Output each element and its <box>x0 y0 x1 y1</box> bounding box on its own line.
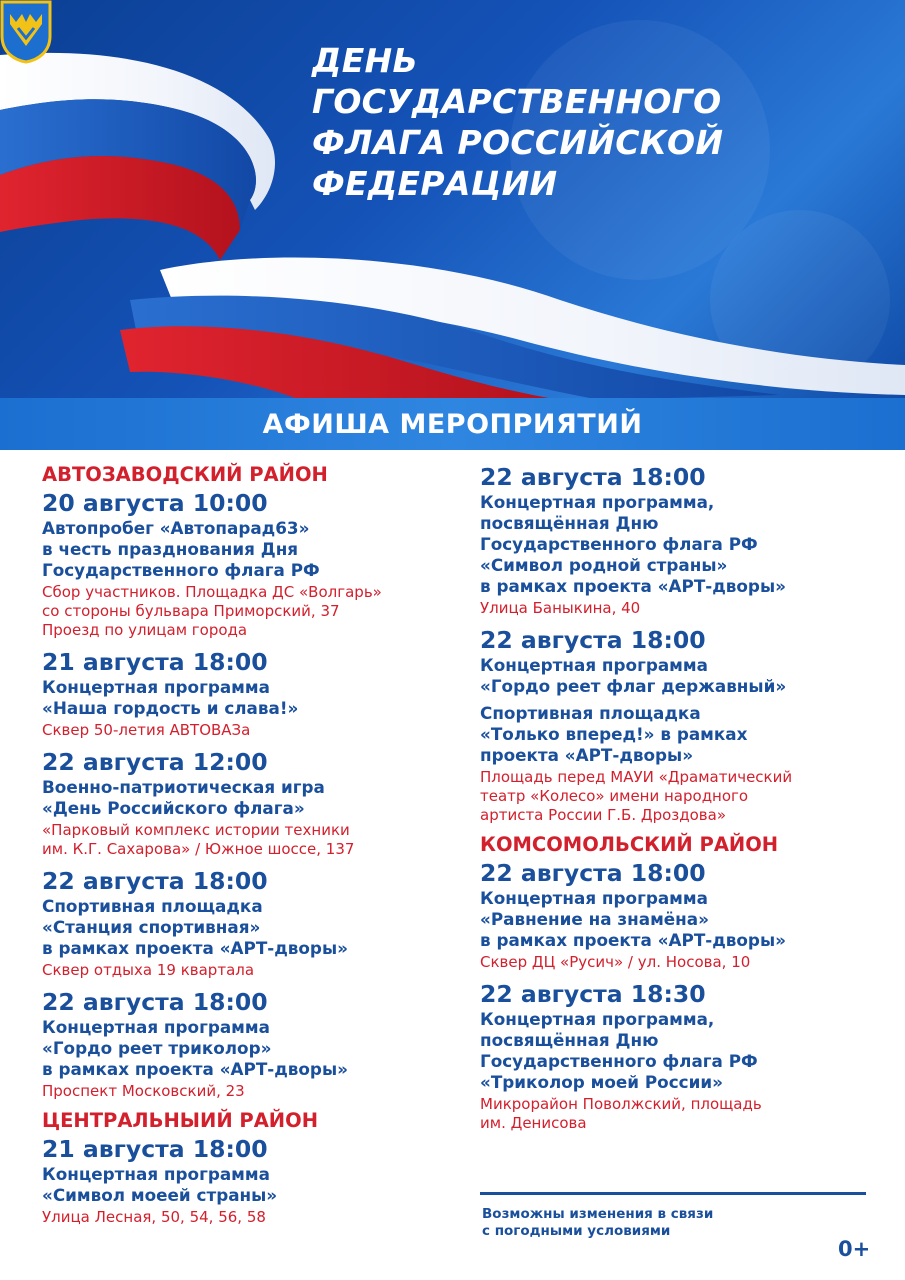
event-item <box>480 462 880 618</box>
event-item <box>42 987 462 1101</box>
event-item <box>42 1134 462 1227</box>
event-title: Концертная программа «Равнение на знамёна» в рамках проекта «АРТ-дворы» <box>480 888 786 950</box>
age-rating-badge: 0+ <box>838 1237 871 1261</box>
event-place: Сквер ДЦ «Русич» / ул. Носова, 10 <box>480 953 751 971</box>
event-date: 20 августа 10:00 <box>42 489 268 517</box>
tolyatti-coat-of-arms-icon <box>0 0 52 64</box>
event-title: Концертная программа «Символ моеей страны» <box>42 1164 278 1205</box>
event-title: Концертная программа «Гордо реет флаг державный» <box>480 655 787 696</box>
event-date: 21 августа 18:00 <box>42 648 268 676</box>
event-place: Площадь перед МАУИ «Драматический театр «Колесо» имени народного артиста России Г.Б. Дроздова» <box>480 768 793 824</box>
event-place: Сквер отдыха 19 квартала <box>42 961 255 979</box>
banner-title: АФИША МЕРОПРИЯТИЙ <box>262 408 643 440</box>
event-date: 22 августа 18:00 <box>480 463 706 491</box>
event-title: Концертная программа, посвящённая Дню Государственного флага РФ «Триколор моей России» <box>480 1009 758 1092</box>
event-title: Концертная программа «Наша гордость и слава!» <box>42 677 299 718</box>
event-place: Улица Баныкина, 40 <box>480 599 641 617</box>
event-item <box>42 647 462 740</box>
event-item <box>42 866 462 980</box>
event-place: Микрорайон Поволжский, площадь им. Денисова <box>480 1095 762 1132</box>
section-banner <box>0 398 905 450</box>
footer-divider <box>480 1192 866 1195</box>
event-date: 22 августа 18:00 <box>480 859 706 887</box>
events-right-column <box>480 462 880 1140</box>
district-heading: ЦЕНТРАЛЬНЫИЙ РАЙОН <box>42 1109 319 1132</box>
footer-note: Возможны изменения в связи с погодными условиями <box>482 1206 714 1239</box>
event-title: Концертная программа, посвящённая Дню Государственного флага РФ «Символ родной страны» в рамках проекта «АРТ-дворы» <box>480 492 786 596</box>
event-date: 22 августа 18:00 <box>42 988 268 1016</box>
event-place: Сбор участников. Площадка ДС «Волгарь» со стороны бульвара Приморский, 37 Проезд по улицам города <box>42 583 382 639</box>
event-place: Улица Лесная, 50, 54, 56, 58 <box>42 1208 266 1226</box>
event-place: «Парковый комплекс истории техники им. К.Г. Сахарова» / Южное шоссе, 137 <box>42 821 355 858</box>
district-heading: АВТОЗАВОДСКИЙ РАЙОН <box>42 463 328 486</box>
event-title: Спортивная площадка «Только вперед!» в рамках проекта «АРТ-дворы» <box>480 703 748 765</box>
event-item <box>42 747 462 859</box>
event-date: 21 августа 18:00 <box>42 1135 268 1163</box>
page-title: ДЕНЬ ГОСУДАРСТВЕННОГО ФЛАГА РОССИЙСКОЙ ФЕДЕРАЦИИ <box>312 41 724 203</box>
event-date: 22 августа 18:00 <box>480 626 706 654</box>
hero-banner <box>0 0 905 400</box>
event-date: 22 августа 18:00 <box>42 867 268 895</box>
event-item <box>42 488 462 640</box>
event-place: Сквер 50-летия АВТОВАЗа <box>42 721 251 739</box>
event-item <box>480 858 880 972</box>
event-date: 22 августа 18:30 <box>480 980 706 1008</box>
event-title: Концертная программа «Гордо реет триколор» в рамках проекта «АРТ-дворы» <box>42 1017 348 1079</box>
event-title: Спортивная площадка «Станция спортивная» в рамках проекта «АРТ-дворы» <box>42 896 348 958</box>
district-heading: КОМСОМОЛЬСКИЙ РАЙОН <box>480 833 779 856</box>
events-left-column <box>42 462 462 1234</box>
event-place: Проспект Московский, 23 <box>42 1082 245 1100</box>
event-title: Военно-патриотическая игра «День Российского флага» <box>42 777 325 818</box>
event-date: 22 августа 12:00 <box>42 748 268 776</box>
event-title: Автопробег «Автопарад63» в честь празднования Дня Государственного флага РФ <box>42 518 320 580</box>
event-item <box>480 979 880 1133</box>
event-item <box>480 625 880 825</box>
